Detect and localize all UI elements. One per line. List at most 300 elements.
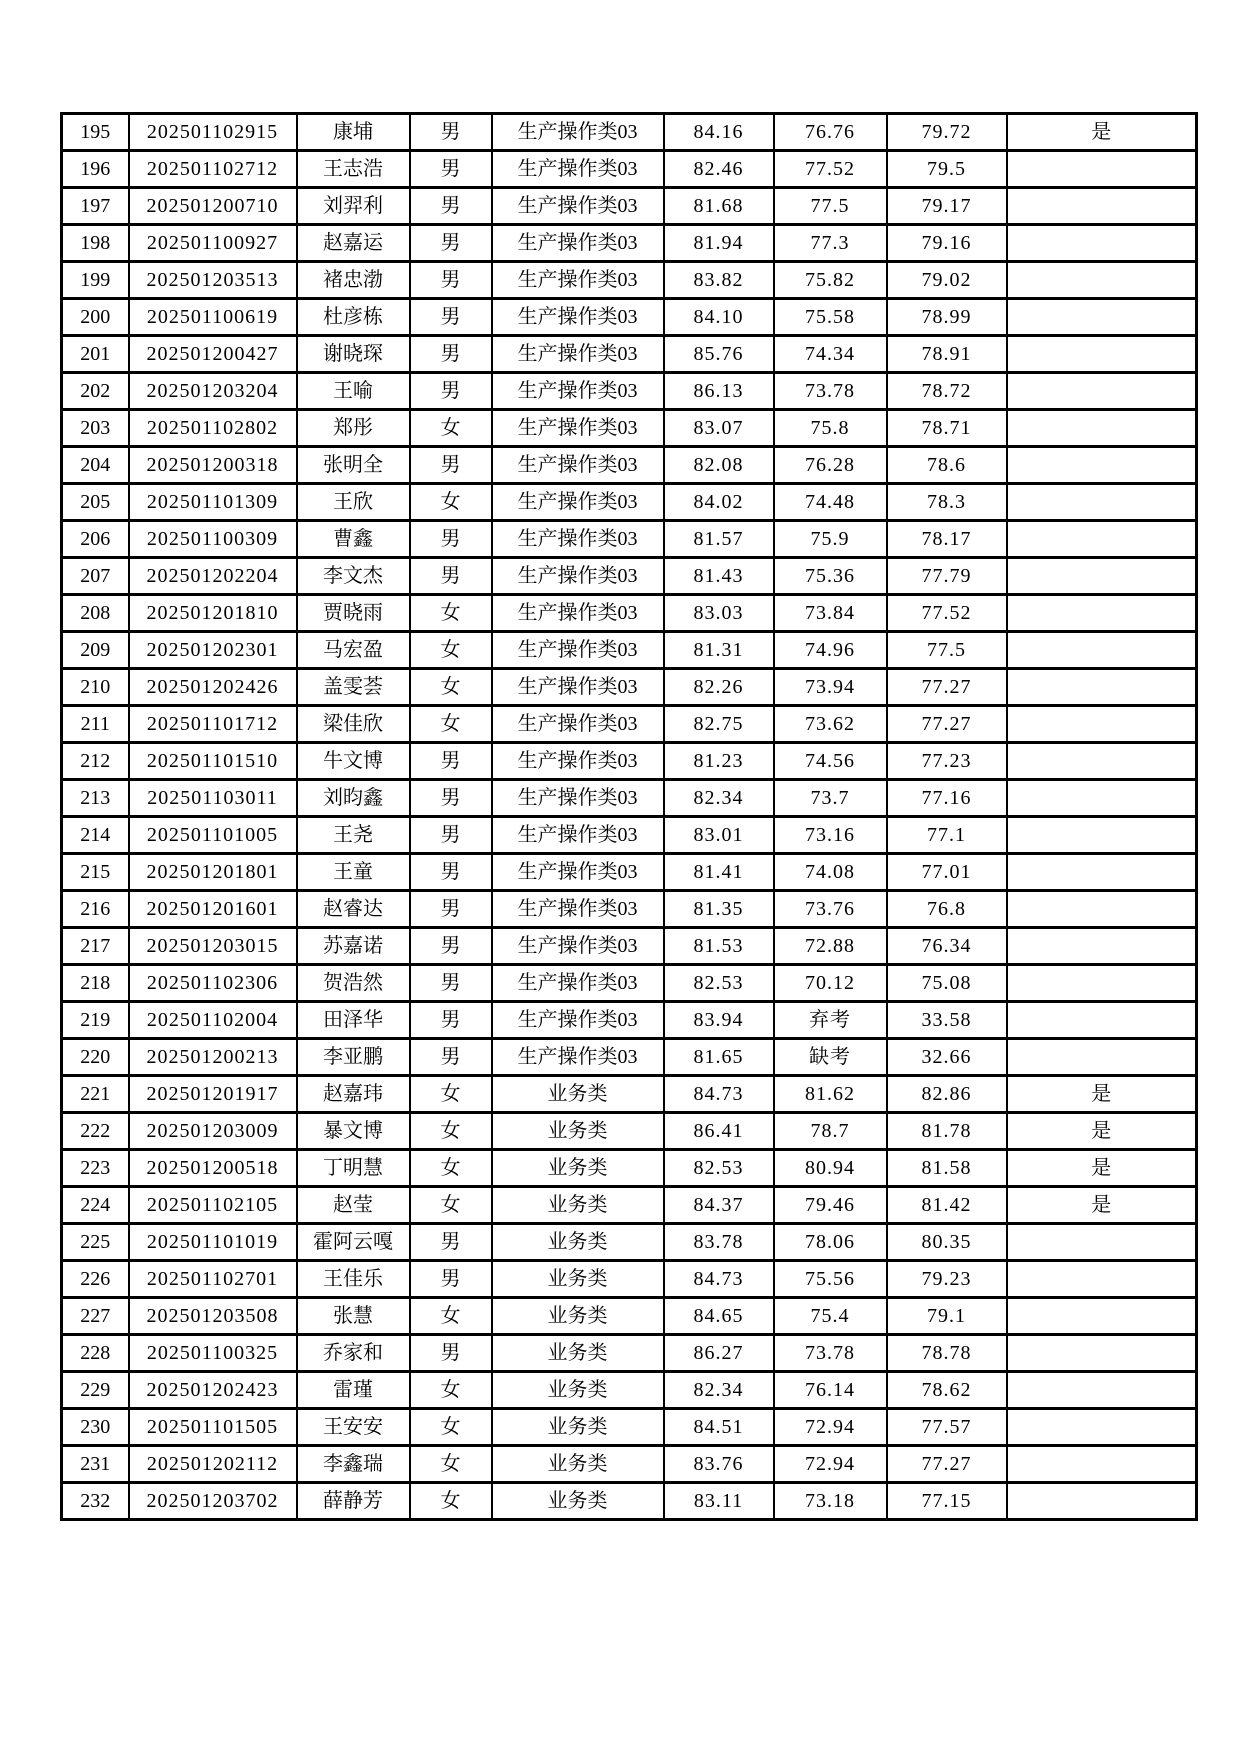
- cell-score3: 78.17: [887, 521, 1007, 558]
- cell-name: 李鑫瑞: [297, 1446, 410, 1483]
- cell-no: 221: [62, 1076, 129, 1113]
- cell-gender: 男: [410, 743, 492, 780]
- cell-score2: 79.46: [774, 1187, 887, 1224]
- cell-id: 202501101019: [129, 1224, 297, 1261]
- cell-score2: 75.9: [774, 521, 887, 558]
- cell-score3: 81.42: [887, 1187, 1007, 1224]
- cell-gender: 女: [410, 632, 492, 669]
- results-table: [60, 112, 1198, 1521]
- cell-flag: [1007, 706, 1197, 743]
- cell-id: 202501102802: [129, 410, 297, 447]
- cell-score2: 73.76: [774, 891, 887, 928]
- cell-score3: 79.72: [887, 114, 1007, 151]
- cell-score3: 77.57: [887, 1409, 1007, 1446]
- cell-no: 222: [62, 1113, 129, 1150]
- cell-name: 丁明慧: [297, 1150, 410, 1187]
- cell-no: 212: [62, 743, 129, 780]
- cell-category: 业务类: [492, 1261, 664, 1298]
- table-row: [62, 1446, 1197, 1483]
- cell-no: 208: [62, 595, 129, 632]
- cell-flag: [1007, 928, 1197, 965]
- cell-flag: [1007, 1446, 1197, 1483]
- cell-flag: [1007, 1039, 1197, 1076]
- cell-score3: 78.3: [887, 484, 1007, 521]
- cell-name: 田泽华: [297, 1002, 410, 1039]
- cell-name: 康埔: [297, 114, 410, 151]
- cell-no: 229: [62, 1372, 129, 1409]
- cell-category: 生产操作类03: [492, 595, 664, 632]
- cell-name: 贺浩然: [297, 965, 410, 1002]
- cell-flag: 是: [1007, 114, 1197, 151]
- table-row: [62, 669, 1197, 706]
- cell-score1: 84.73: [664, 1076, 774, 1113]
- cell-flag: [1007, 891, 1197, 928]
- table-row: [62, 743, 1197, 780]
- cell-no: 214: [62, 817, 129, 854]
- cell-score1: 83.78: [664, 1224, 774, 1261]
- table-row: [62, 484, 1197, 521]
- cell-gender: 男: [410, 521, 492, 558]
- cell-score3: 77.23: [887, 743, 1007, 780]
- cell-no: 220: [62, 1039, 129, 1076]
- cell-category: 业务类: [492, 1187, 664, 1224]
- cell-gender: 男: [410, 780, 492, 817]
- cell-category: 生产操作类03: [492, 225, 664, 262]
- cell-category: 生产操作类03: [492, 484, 664, 521]
- cell-no: 206: [62, 521, 129, 558]
- cell-score3: 76.34: [887, 928, 1007, 965]
- table-row: [62, 336, 1197, 373]
- cell-category: 生产操作类03: [492, 1039, 664, 1076]
- table-row: [62, 225, 1197, 262]
- cell-category: 生产操作类03: [492, 965, 664, 1002]
- cell-score1: 83.01: [664, 817, 774, 854]
- cell-flag: [1007, 1298, 1197, 1335]
- cell-id: 202501100309: [129, 521, 297, 558]
- cell-score2: 75.4: [774, 1298, 887, 1335]
- cell-score1: 82.53: [664, 965, 774, 1002]
- cell-score2: 72.94: [774, 1446, 887, 1483]
- cell-category: 业务类: [492, 1372, 664, 1409]
- cell-score1: 84.37: [664, 1187, 774, 1224]
- cell-no: 225: [62, 1224, 129, 1261]
- cell-score3: 33.58: [887, 1002, 1007, 1039]
- cell-name: 王尧: [297, 817, 410, 854]
- table-row: [62, 151, 1197, 188]
- table-row: [62, 1409, 1197, 1446]
- cell-score2: 76.76: [774, 114, 887, 151]
- table-row: [62, 1483, 1197, 1520]
- cell-category: 生产操作类03: [492, 336, 664, 373]
- cell-id: 202501202301: [129, 632, 297, 669]
- cell-score2: 73.18: [774, 1483, 887, 1520]
- cell-gender: 男: [410, 1039, 492, 1076]
- cell-score3: 78.72: [887, 373, 1007, 410]
- cell-flag: [1007, 262, 1197, 299]
- cell-id: 202501102004: [129, 1002, 297, 1039]
- cell-gender: 男: [410, 373, 492, 410]
- cell-category: 生产操作类03: [492, 188, 664, 225]
- cell-name: 王喻: [297, 373, 410, 410]
- cell-no: 218: [62, 965, 129, 1002]
- cell-flag: [1007, 632, 1197, 669]
- cell-score3: 79.17: [887, 188, 1007, 225]
- cell-no: 228: [62, 1335, 129, 1372]
- cell-id: 202501200427: [129, 336, 297, 373]
- cell-score2: 78.06: [774, 1224, 887, 1261]
- cell-flag: [1007, 669, 1197, 706]
- cell-score1: 84.65: [664, 1298, 774, 1335]
- cell-flag: [1007, 817, 1197, 854]
- cell-category: 生产操作类03: [492, 151, 664, 188]
- cell-no: 227: [62, 1298, 129, 1335]
- cell-category: 生产操作类03: [492, 743, 664, 780]
- cell-score1: 86.13: [664, 373, 774, 410]
- table-row: [62, 1187, 1197, 1224]
- table-row: [62, 1150, 1197, 1187]
- cell-name: 盖雯荟: [297, 669, 410, 706]
- cell-score2: 73.94: [774, 669, 887, 706]
- cell-score1: 81.31: [664, 632, 774, 669]
- cell-score2: 72.94: [774, 1409, 887, 1446]
- cell-id: 202501102105: [129, 1187, 297, 1224]
- cell-id: 202501200518: [129, 1150, 297, 1187]
- cell-score3: 79.02: [887, 262, 1007, 299]
- cell-score1: 82.26: [664, 669, 774, 706]
- cell-score1: 84.10: [664, 299, 774, 336]
- cell-score2: 80.94: [774, 1150, 887, 1187]
- table-row: [62, 632, 1197, 669]
- cell-name: 赵嘉玮: [297, 1076, 410, 1113]
- cell-name: 苏嘉诺: [297, 928, 410, 965]
- cell-flag: [1007, 1002, 1197, 1039]
- cell-category: 生产操作类03: [492, 410, 664, 447]
- cell-name: 马宏盈: [297, 632, 410, 669]
- table-row: [62, 965, 1197, 1002]
- cell-category: 业务类: [492, 1298, 664, 1335]
- cell-id: 202501101309: [129, 484, 297, 521]
- cell-flag: [1007, 1372, 1197, 1409]
- cell-flag: 是: [1007, 1187, 1197, 1224]
- table-row: [62, 410, 1197, 447]
- cell-score2: 77.3: [774, 225, 887, 262]
- cell-no: 210: [62, 669, 129, 706]
- table-row: [62, 114, 1197, 151]
- table-row: [62, 1224, 1197, 1261]
- cell-no: 217: [62, 928, 129, 965]
- cell-score3: 32.66: [887, 1039, 1007, 1076]
- cell-score1: 83.82: [664, 262, 774, 299]
- cell-category: 生产操作类03: [492, 891, 664, 928]
- cell-score3: 78.99: [887, 299, 1007, 336]
- cell-score2: 73.78: [774, 1335, 887, 1372]
- cell-no: 230: [62, 1409, 129, 1446]
- cell-score2: 77.52: [774, 151, 887, 188]
- cell-score2: 73.84: [774, 595, 887, 632]
- cell-flag: [1007, 743, 1197, 780]
- table-row: [62, 595, 1197, 632]
- cell-score1: 83.76: [664, 1446, 774, 1483]
- cell-score1: 81.65: [664, 1039, 774, 1076]
- cell-flag: [1007, 484, 1197, 521]
- cell-score3: 77.27: [887, 669, 1007, 706]
- cell-no: 207: [62, 558, 129, 595]
- cell-gender: 女: [410, 1409, 492, 1446]
- cell-gender: 女: [410, 1446, 492, 1483]
- cell-category: 业务类: [492, 1076, 664, 1113]
- cell-score1: 81.35: [664, 891, 774, 928]
- cell-gender: 女: [410, 1150, 492, 1187]
- cell-score3: 77.15: [887, 1483, 1007, 1520]
- table-row: [62, 299, 1197, 336]
- cell-gender: 男: [410, 225, 492, 262]
- cell-no: 198: [62, 225, 129, 262]
- cell-gender: 女: [410, 1187, 492, 1224]
- cell-id: 202501103011: [129, 780, 297, 817]
- cell-id: 202501203009: [129, 1113, 297, 1150]
- cell-category: 生产操作类03: [492, 1002, 664, 1039]
- cell-flag: [1007, 1409, 1197, 1446]
- cell-score3: 77.1: [887, 817, 1007, 854]
- cell-id: 202501102701: [129, 1261, 297, 1298]
- table-row: [62, 1039, 1197, 1076]
- cell-name: 谢晓琛: [297, 336, 410, 373]
- table-row: [62, 1298, 1197, 1335]
- cell-score2: 缺考: [774, 1039, 887, 1076]
- cell-gender: 女: [410, 1483, 492, 1520]
- cell-flag: [1007, 447, 1197, 484]
- cell-category: 业务类: [492, 1150, 664, 1187]
- cell-no: 223: [62, 1150, 129, 1187]
- cell-no: 197: [62, 188, 129, 225]
- cell-name: 牛文博: [297, 743, 410, 780]
- cell-flag: [1007, 336, 1197, 373]
- cell-score2: 75.36: [774, 558, 887, 595]
- cell-name: 刘昀鑫: [297, 780, 410, 817]
- cell-category: 生产操作类03: [492, 114, 664, 151]
- cell-score3: 77.27: [887, 1446, 1007, 1483]
- cell-flag: [1007, 854, 1197, 891]
- cell-score2: 74.34: [774, 336, 887, 373]
- cell-category: 业务类: [492, 1446, 664, 1483]
- cell-flag: [1007, 595, 1197, 632]
- cell-flag: [1007, 151, 1197, 188]
- cell-name: 曹鑫: [297, 521, 410, 558]
- cell-score1: 86.41: [664, 1113, 774, 1150]
- cell-gender: 男: [410, 965, 492, 1002]
- cell-gender: 男: [410, 188, 492, 225]
- cell-name: 杜彦栋: [297, 299, 410, 336]
- cell-score2: 81.62: [774, 1076, 887, 1113]
- cell-score3: 78.78: [887, 1335, 1007, 1372]
- table-row: [62, 928, 1197, 965]
- cell-score1: 82.34: [664, 1372, 774, 1409]
- cell-score1: 81.43: [664, 558, 774, 595]
- cell-score3: 79.5: [887, 151, 1007, 188]
- cell-score1: 82.53: [664, 1150, 774, 1187]
- cell-id: 202501102712: [129, 151, 297, 188]
- table-row: [62, 891, 1197, 928]
- cell-name: 梁佳欣: [297, 706, 410, 743]
- cell-score1: 84.16: [664, 114, 774, 151]
- cell-score1: 82.46: [664, 151, 774, 188]
- cell-name: 刘羿利: [297, 188, 410, 225]
- cell-name: 赵睿达: [297, 891, 410, 928]
- cell-id: 202501101712: [129, 706, 297, 743]
- cell-id: 202501100619: [129, 299, 297, 336]
- cell-score1: 86.27: [664, 1335, 774, 1372]
- cell-flag: [1007, 1261, 1197, 1298]
- cell-no: 200: [62, 299, 129, 336]
- cell-no: 224: [62, 1187, 129, 1224]
- cell-score2: 76.14: [774, 1372, 887, 1409]
- cell-flag: 是: [1007, 1113, 1197, 1150]
- cell-gender: 女: [410, 669, 492, 706]
- cell-name: 赵莹: [297, 1187, 410, 1224]
- cell-score2: 72.88: [774, 928, 887, 965]
- cell-id: 202501100927: [129, 225, 297, 262]
- cell-score1: 84.51: [664, 1409, 774, 1446]
- cell-score1: 84.73: [664, 1261, 774, 1298]
- cell-id: 202501101510: [129, 743, 297, 780]
- cell-gender: 女: [410, 484, 492, 521]
- cell-score1: 83.11: [664, 1483, 774, 1520]
- cell-gender: 男: [410, 1224, 492, 1261]
- table-row: [62, 447, 1197, 484]
- cell-gender: 男: [410, 1261, 492, 1298]
- cell-name: 郑彤: [297, 410, 410, 447]
- cell-id: 202501200318: [129, 447, 297, 484]
- table-row: [62, 706, 1197, 743]
- cell-name: 王志浩: [297, 151, 410, 188]
- cell-no: 219: [62, 1002, 129, 1039]
- cell-category: 生产操作类03: [492, 373, 664, 410]
- cell-no: 211: [62, 706, 129, 743]
- cell-category: 生产操作类03: [492, 299, 664, 336]
- cell-no: 202: [62, 373, 129, 410]
- table-row: [62, 780, 1197, 817]
- cell-gender: 女: [410, 1113, 492, 1150]
- cell-id: 202501100325: [129, 1335, 297, 1372]
- table-row: [62, 1335, 1197, 1372]
- cell-name: 王佳乐: [297, 1261, 410, 1298]
- cell-id: 202501202423: [129, 1372, 297, 1409]
- cell-flag: [1007, 965, 1197, 1002]
- results-table-body: [62, 114, 1197, 1520]
- cell-name: 暴文博: [297, 1113, 410, 1150]
- cell-gender: 男: [410, 854, 492, 891]
- cell-name: 赵嘉运: [297, 225, 410, 262]
- cell-score2: 75.56: [774, 1261, 887, 1298]
- cell-name: 褚忠渤: [297, 262, 410, 299]
- cell-category: 业务类: [492, 1335, 664, 1372]
- cell-category: 业务类: [492, 1224, 664, 1261]
- cell-score3: 78.71: [887, 410, 1007, 447]
- cell-id: 202501202112: [129, 1446, 297, 1483]
- cell-name: 李亚鹏: [297, 1039, 410, 1076]
- cell-id: 202501201801: [129, 854, 297, 891]
- cell-flag: [1007, 225, 1197, 262]
- cell-score2: 弃考: [774, 1002, 887, 1039]
- cell-gender: 男: [410, 558, 492, 595]
- cell-category: 生产操作类03: [492, 706, 664, 743]
- cell-gender: 男: [410, 262, 492, 299]
- table-row: [62, 1261, 1197, 1298]
- cell-score2: 73.78: [774, 373, 887, 410]
- cell-id: 202501203204: [129, 373, 297, 410]
- cell-score1: 81.23: [664, 743, 774, 780]
- table-row: [62, 262, 1197, 299]
- cell-score2: 78.7: [774, 1113, 887, 1150]
- cell-flag: [1007, 188, 1197, 225]
- cell-id: 202501202426: [129, 669, 297, 706]
- cell-name: 王安安: [297, 1409, 410, 1446]
- cell-score2: 74.56: [774, 743, 887, 780]
- cell-no: 196: [62, 151, 129, 188]
- cell-score3: 79.1: [887, 1298, 1007, 1335]
- cell-name: 薛静芳: [297, 1483, 410, 1520]
- cell-name: 王童: [297, 854, 410, 891]
- cell-score2: 70.12: [774, 965, 887, 1002]
- cell-id: 202501101005: [129, 817, 297, 854]
- cell-gender: 女: [410, 1298, 492, 1335]
- cell-no: 205: [62, 484, 129, 521]
- cell-id: 202501200213: [129, 1039, 297, 1076]
- cell-gender: 男: [410, 1002, 492, 1039]
- table-row: [62, 1113, 1197, 1150]
- cell-gender: 女: [410, 410, 492, 447]
- cell-no: 232: [62, 1483, 129, 1520]
- cell-flag: [1007, 299, 1197, 336]
- cell-score3: 79.23: [887, 1261, 1007, 1298]
- cell-name: 贾晓雨: [297, 595, 410, 632]
- cell-id: 202501203702: [129, 1483, 297, 1520]
- cell-id: 202501202204: [129, 558, 297, 595]
- cell-flag: [1007, 780, 1197, 817]
- table-row: [62, 558, 1197, 595]
- cell-score3: 81.58: [887, 1150, 1007, 1187]
- cell-flag: [1007, 410, 1197, 447]
- cell-flag: 是: [1007, 1076, 1197, 1113]
- cell-no: 195: [62, 114, 129, 151]
- cell-category: 生产操作类03: [492, 669, 664, 706]
- cell-flag: [1007, 1224, 1197, 1261]
- cell-no: 226: [62, 1261, 129, 1298]
- cell-score2: 74.08: [774, 854, 887, 891]
- cell-score3: 77.01: [887, 854, 1007, 891]
- cell-flag: [1007, 521, 1197, 558]
- cell-score1: 84.02: [664, 484, 774, 521]
- cell-gender: 女: [410, 595, 492, 632]
- cell-score1: 85.76: [664, 336, 774, 373]
- cell-score2: 74.48: [774, 484, 887, 521]
- cell-score3: 77.52: [887, 595, 1007, 632]
- cell-gender: 女: [410, 706, 492, 743]
- cell-gender: 男: [410, 299, 492, 336]
- cell-score1: 83.07: [664, 410, 774, 447]
- cell-score3: 78.62: [887, 1372, 1007, 1409]
- cell-score3: 78.6: [887, 447, 1007, 484]
- cell-gender: 男: [410, 817, 492, 854]
- cell-score3: 80.35: [887, 1224, 1007, 1261]
- cell-id: 202501203508: [129, 1298, 297, 1335]
- cell-name: 霍阿云嘎: [297, 1224, 410, 1261]
- cell-id: 202501201810: [129, 595, 297, 632]
- cell-score1: 82.75: [664, 706, 774, 743]
- cell-score1: 81.68: [664, 188, 774, 225]
- table-row: [62, 1076, 1197, 1113]
- cell-score1: 81.57: [664, 521, 774, 558]
